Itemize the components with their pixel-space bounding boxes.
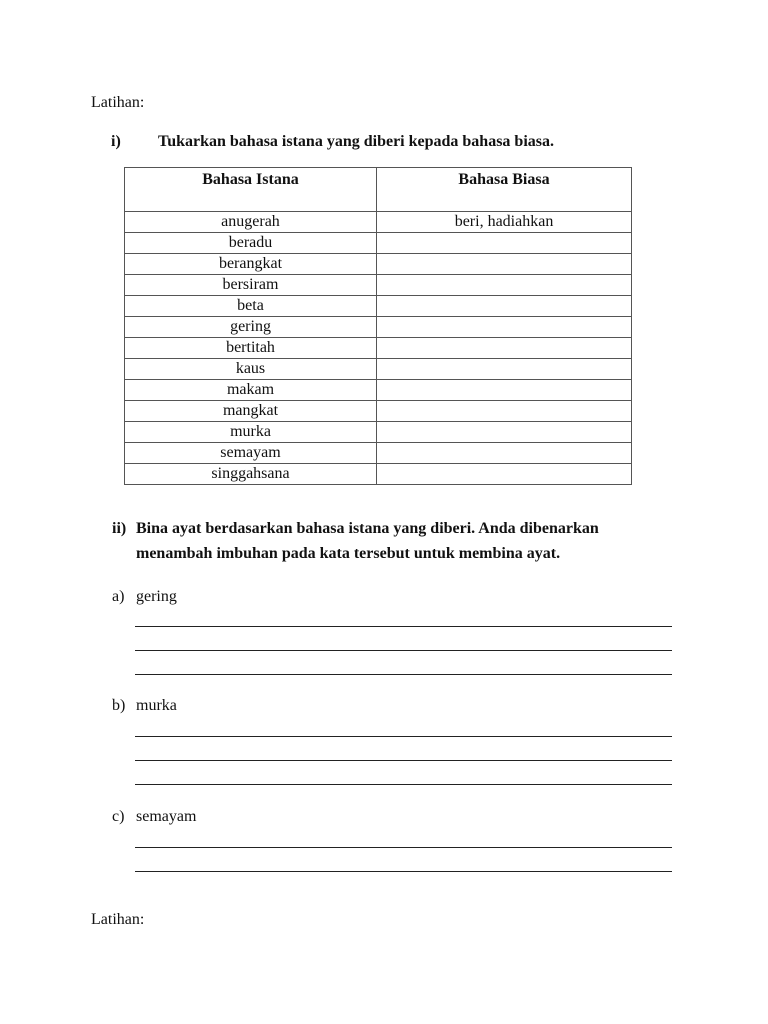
- table-row: [125, 254, 632, 275]
- answer-line: [135, 674, 672, 675]
- table-row: [125, 443, 632, 464]
- table-row: [125, 464, 632, 485]
- question-i-number: i): [111, 133, 121, 150]
- istana-word: anugerah: [125, 212, 377, 233]
- table-row: [125, 233, 632, 254]
- biasa-answer: [377, 422, 632, 443]
- istana-word: makam: [125, 380, 377, 401]
- biasa-answer: [377, 296, 632, 317]
- istana-word: bertitah: [125, 338, 377, 359]
- istana-word: kaus: [125, 359, 377, 380]
- item-a-word: gering: [136, 588, 177, 605]
- table-row: [125, 338, 632, 359]
- biasa-answer: [377, 254, 632, 275]
- biasa-answer: [377, 275, 632, 296]
- istana-word: gering: [125, 317, 377, 338]
- table-row: [125, 401, 632, 422]
- table-row: [125, 212, 632, 233]
- biasa-answer: [377, 443, 632, 464]
- question-ii-instruction-line1: Bina ayat berdasarkan bahasa istana yang diberi. Anda dibenarkan: [136, 520, 599, 537]
- header-bahasa-biasa: Bahasa Biasa: [377, 168, 632, 212]
- item-c-word: semayam: [136, 808, 197, 825]
- biasa-answer: [377, 233, 632, 254]
- table-row: [125, 317, 632, 338]
- biasa-answer: [377, 464, 632, 485]
- biasa-answer: [377, 401, 632, 422]
- answer-line: [135, 847, 672, 848]
- answer-line: [135, 760, 672, 761]
- answer-line: [135, 650, 672, 651]
- istana-word: mangkat: [125, 401, 377, 422]
- istana-word: semayam: [125, 443, 377, 464]
- exercise-heading-next: Latihan:: [91, 911, 145, 928]
- table-row: [125, 380, 632, 401]
- biasa-answer: [377, 380, 632, 401]
- item-c-marker: c): [112, 808, 125, 825]
- header-bahasa-istana: Bahasa Istana: [125, 168, 377, 212]
- item-a-marker: a): [112, 588, 125, 605]
- table-header-row: [125, 168, 632, 212]
- vocabulary-table: [124, 167, 632, 485]
- question-i-instruction: Tukarkan bahasa istana yang diberi kepada bahasa biasa.: [158, 133, 554, 150]
- biasa-answer: beri, hadiahkan: [377, 212, 632, 233]
- exercise-heading: Latihan:: [91, 94, 145, 111]
- table-row: [125, 359, 632, 380]
- question-ii-number: ii): [112, 520, 127, 537]
- biasa-answer: [377, 317, 632, 338]
- istana-word: berangkat: [125, 254, 377, 275]
- biasa-answer: [377, 338, 632, 359]
- table-row: [125, 422, 632, 443]
- istana-word: beradu: [125, 233, 377, 254]
- table-row: [125, 275, 632, 296]
- istana-word: beta: [125, 296, 377, 317]
- item-b-marker: b): [112, 697, 126, 714]
- answer-line: [135, 784, 672, 785]
- answer-line: [135, 871, 672, 872]
- answer-line: [135, 626, 672, 627]
- istana-word: murka: [125, 422, 377, 443]
- istana-word: bersiram: [125, 275, 377, 296]
- biasa-answer: [377, 359, 632, 380]
- item-b-word: murka: [136, 697, 177, 714]
- table-row: [125, 296, 632, 317]
- question-ii-instruction-line2: menambah imbuhan pada kata tersebut untuk membina ayat.: [136, 545, 561, 562]
- answer-line: [135, 736, 672, 737]
- istana-word: singgahsana: [125, 464, 377, 485]
